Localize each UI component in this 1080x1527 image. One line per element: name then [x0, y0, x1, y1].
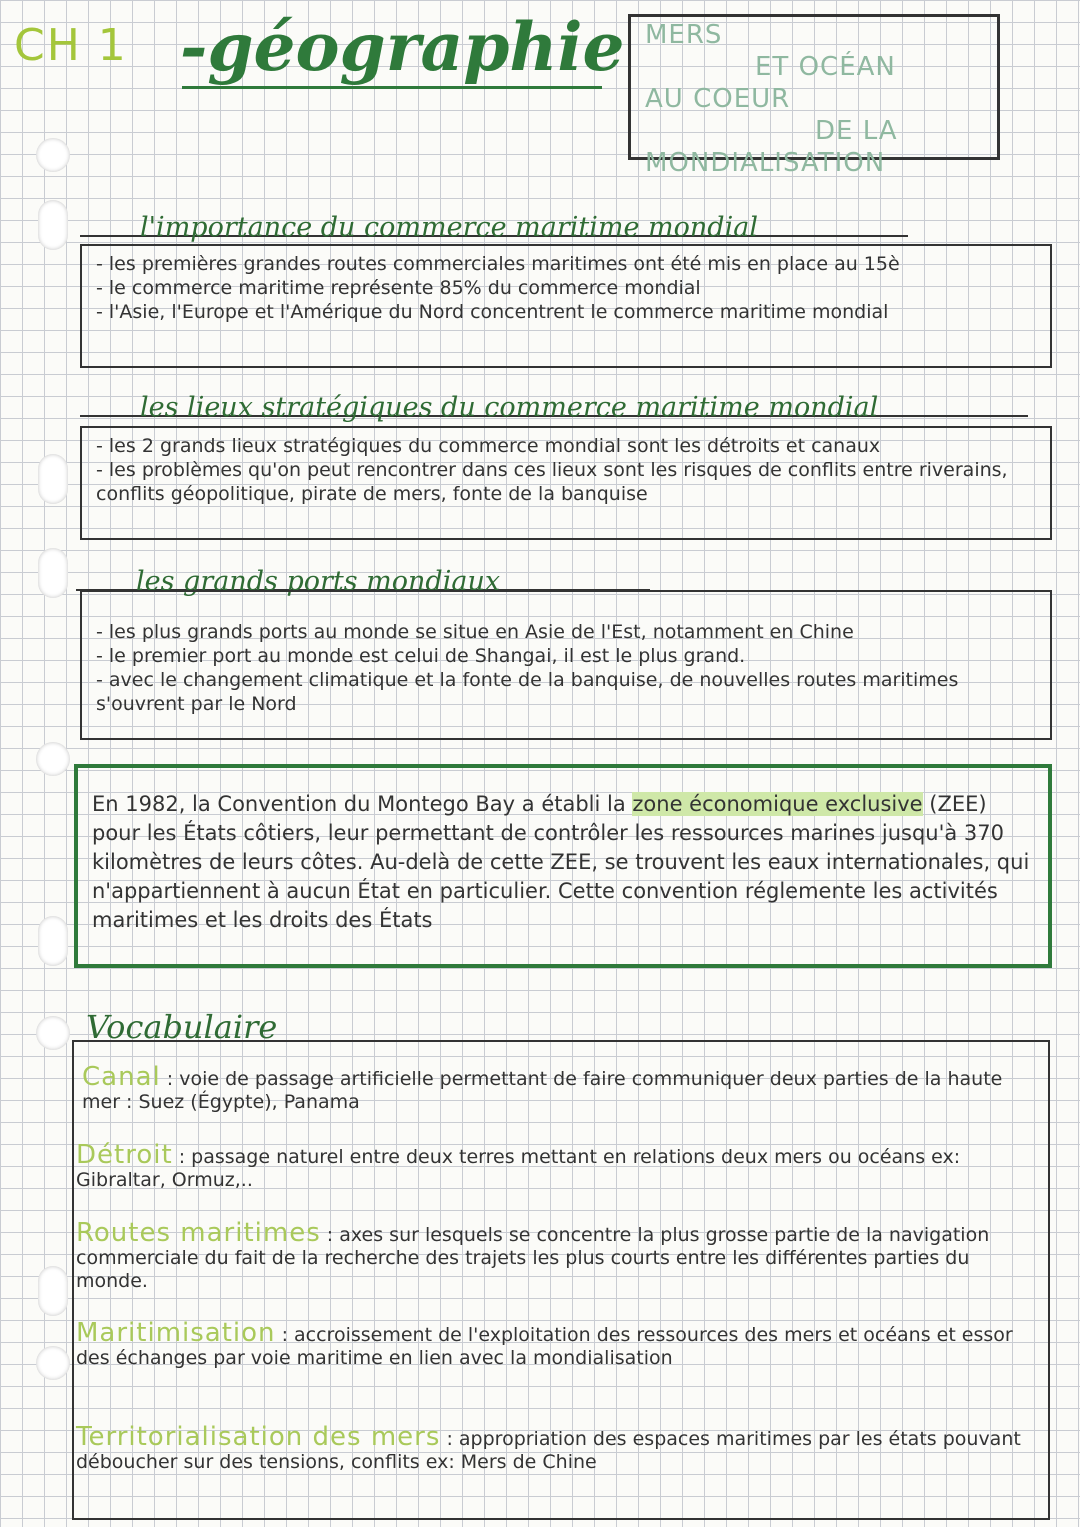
section-box — [80, 244, 1052, 368]
vocab-sep: : — [320, 1224, 340, 1246]
section-title: les lieux stratégiques du commerce maritime mondial — [140, 392, 879, 423]
vocab-sep: : — [275, 1324, 295, 1346]
subject-title: -géographie — [180, 8, 625, 86]
binder-hole — [38, 548, 68, 598]
vocab-sep: : — [440, 1428, 459, 1450]
section-title: les grands ports mondiaux — [136, 566, 501, 597]
vocab-definition: axes sur lesquels se concentre la plus grosse partie de la navigation commerciale du fait de la recherche des trajets les plus courts entre les différentes parties du monde. — [76, 1224, 990, 1292]
subject-underline — [182, 86, 602, 89]
bullet-item: - les plus grands ports au monde se situe en Asie de l'Est, notamment en Chine — [96, 620, 1036, 644]
zee-box — [74, 764, 1052, 968]
vocab-term: Détroit — [76, 1140, 173, 1170]
title-line: AU COEUR — [645, 84, 791, 114]
title-line: ET OCÉAN — [755, 52, 896, 82]
zee-text: En 1982, la Convention du Montego Bay a établi la — [92, 792, 633, 816]
vocab-definition: voie de passage artificielle permettant de faire communiquer deux parties de la haute mer : Suez (Égypte), Panama — [82, 1068, 1003, 1113]
binder-hole — [36, 742, 70, 776]
vocab-entry — [76, 1422, 1032, 1474]
vocab-sep: : — [160, 1068, 180, 1090]
chapter-label: CH 1 — [14, 20, 128, 71]
vocab-sep: : — [172, 1146, 192, 1168]
bullet-item: - les problèmes qu'on peut rencontrer dans ces lieux sont les risques de conflits entre riverains, conflits géopolitique, pirate de mers, fonte de la banquise — [96, 458, 1036, 506]
vocab-term: Maritimisation — [76, 1318, 276, 1348]
zee-highlight: zone économique exclusive — [632, 792, 923, 816]
title-line: MONDIALISATION — [645, 148, 886, 178]
vocab-entry — [82, 1062, 1032, 1114]
chapter-title-box — [628, 14, 1000, 178]
vocab-definition: passage naturel entre deux terres mettant en relations deux mers ou océans ex: Gibraltar, Ormuz,.. — [76, 1146, 961, 1191]
vocabulary-title: Vocabulaire — [86, 1008, 278, 1046]
binder-hole — [38, 1266, 68, 1316]
section-box — [80, 590, 1052, 740]
bullet-item: - les 2 grands lieux stratégiques du commerce mondial sont les détroits et canaux — [96, 434, 1036, 458]
bullet-item: - les premières grandes routes commerciales maritimes ont été mis en place au 15è — [96, 252, 1036, 276]
bullet-item: - le premier port au monde est celui de Shangai, il est le plus grand. — [96, 644, 1036, 668]
section-title: l'importance du commerce maritime mondial — [140, 212, 758, 243]
title-line: DE LA — [815, 116, 898, 146]
bullet-item: - l'Asie, l'Europe et l'Amérique du Nord concentrent le commerce maritime mondial — [96, 300, 1036, 324]
vocab-term: Routes maritimes — [76, 1218, 321, 1248]
zee-text: (ZEE) pour les États côtiers, leur permettant de contrôler les ressources marines jusqu'à 370 kilomètres de leurs côtes. Au-delà de cette ZEE, se trouvent les eaux internationales, qui n'appartiennent à aucun État en particulier. Cette convention réglemente les activités maritimes et les droits des États — [92, 792, 1030, 932]
section-box — [80, 426, 1052, 540]
binder-hole — [36, 1346, 70, 1380]
vocab-term: Territorialisation des mers — [76, 1422, 441, 1452]
binder-hole — [38, 200, 68, 250]
binder-hole — [36, 138, 70, 172]
bullet-item: - le commerce maritime représente 85% du commerce mondial — [96, 276, 1036, 300]
title-line: MERS — [645, 20, 723, 50]
binder-hole — [38, 916, 68, 966]
vocab-entry — [76, 1140, 1032, 1192]
binder-hole — [38, 454, 68, 504]
vocab-entry — [76, 1318, 1032, 1370]
vocab-definition: accroissement de l'exploitation des ressources des mers et océans et essor des échanges par voie maritime en lien avec la mondialisation — [76, 1324, 1013, 1369]
bullet-item: - avec le changement climatique et la fonte de la banquise, de nouvelles routes maritimes s'ouvrent par le Nord — [96, 668, 1036, 716]
vocab-entry — [76, 1218, 1032, 1293]
binder-hole — [36, 1016, 70, 1050]
vocab-term: Canal — [82, 1062, 161, 1092]
vocab-definition: appropriation des espaces maritimes par les états pouvant déboucher sur des tensions, conflits ex: Mers de Chine — [76, 1428, 1021, 1473]
